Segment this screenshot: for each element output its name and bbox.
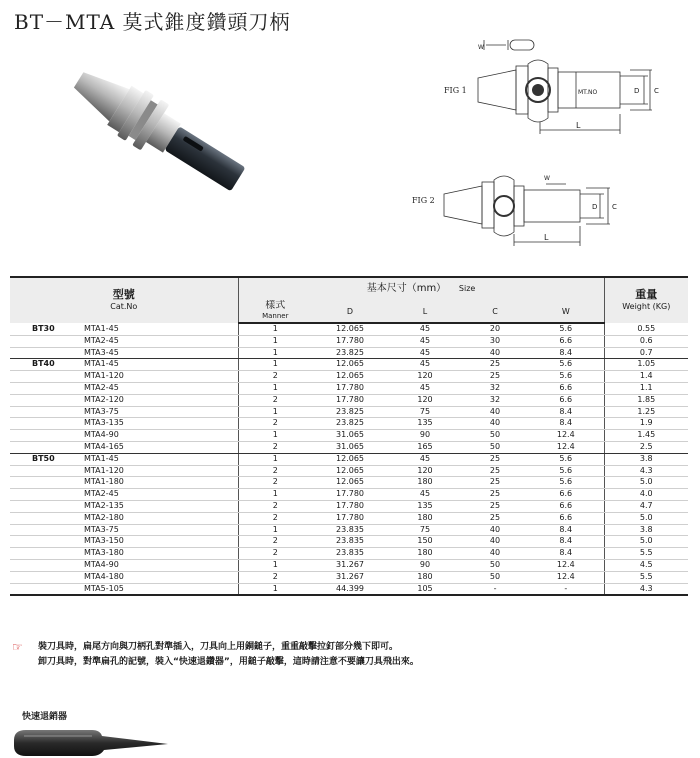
d-cell: 17.780 <box>312 335 388 347</box>
l-cell: 105 <box>388 583 462 595</box>
w-cell: 12.4 <box>528 571 604 583</box>
w-cell: 5.6 <box>528 323 604 335</box>
group-name-cell <box>10 371 72 383</box>
manner-cell: 2 <box>238 441 312 453</box>
header-model: 型號 Cat.No <box>10 277 238 323</box>
spec-table <box>10 276 688 596</box>
c-cell: 25 <box>462 489 528 501</box>
weight-cell: 1.9 <box>604 418 688 430</box>
w-cell: 6.6 <box>528 512 604 524</box>
manner-cell: 1 <box>238 347 312 359</box>
l-cell: 180 <box>388 548 462 560</box>
c-cell: 40 <box>462 418 528 430</box>
table-row <box>10 500 688 512</box>
table-row <box>10 548 688 560</box>
d-cell: 12.065 <box>312 371 388 383</box>
weight-cell: 4.3 <box>604 465 688 477</box>
manner-cell: 1 <box>238 559 312 571</box>
d-cell: 23.825 <box>312 406 388 418</box>
l-cell: 90 <box>388 430 462 442</box>
manner-cell: 1 <box>238 335 312 347</box>
w-cell: 8.4 <box>528 536 604 548</box>
d-cell: 12.065 <box>312 453 388 465</box>
l-cell: 75 <box>388 406 462 418</box>
drift-tool-image <box>12 726 172 758</box>
group-name-cell <box>10 394 72 406</box>
w-cell: 8.4 <box>528 548 604 560</box>
weight-cell: 3.8 <box>604 524 688 536</box>
w-cell: 8.4 <box>528 524 604 536</box>
c-cell: - <box>462 583 528 595</box>
group-name-cell <box>10 406 72 418</box>
fig2-diagram <box>436 158 636 258</box>
l-cell: 90 <box>388 559 462 571</box>
manner-cell: 2 <box>238 512 312 524</box>
d-cell: 17.780 <box>312 512 388 524</box>
l-cell: 150 <box>388 536 462 548</box>
c-cell: 30 <box>462 335 528 347</box>
cat-no-cell: MTA4-90 <box>72 430 238 442</box>
header-l: L <box>388 300 462 323</box>
group-name-cell <box>10 536 72 548</box>
c-cell: 50 <box>462 571 528 583</box>
fig2-label: FIG 2 <box>412 196 435 205</box>
cat-no-cell: MTA4-165 <box>72 441 238 453</box>
c-cell: 25 <box>462 453 528 465</box>
l-cell: 135 <box>388 500 462 512</box>
d-cell: 12.065 <box>312 323 388 335</box>
c-cell: 25 <box>462 500 528 512</box>
l-cell: 45 <box>388 453 462 465</box>
d-cell: 17.780 <box>312 500 388 512</box>
l-cell: 45 <box>388 323 462 335</box>
weight-cell: 0.55 <box>604 323 688 335</box>
w-cell: - <box>528 583 604 595</box>
d-cell: 12.065 <box>312 359 388 371</box>
cat-no-cell: MTA2-45 <box>72 335 238 347</box>
c-cell: 40 <box>462 406 528 418</box>
w-cell: 6.6 <box>528 382 604 394</box>
header-w: W <box>528 300 604 323</box>
l-cell: 45 <box>388 489 462 501</box>
l-cell: 180 <box>388 477 462 489</box>
group-name-cell <box>10 559 72 571</box>
d-cell: 17.780 <box>312 489 388 501</box>
group-name-cell <box>10 465 72 477</box>
weight-cell: 5.5 <box>604 548 688 560</box>
usage-notes <box>12 640 419 670</box>
fig1-dim-d: D <box>634 87 640 95</box>
d-cell: 23.835 <box>312 548 388 560</box>
w-cell: 12.4 <box>528 441 604 453</box>
d-cell: 31.267 <box>312 559 388 571</box>
group-name-cell <box>10 441 72 453</box>
weight-cell: 5.0 <box>604 477 688 489</box>
manner-cell: 2 <box>238 548 312 560</box>
group-name-cell <box>10 500 72 512</box>
table-row <box>10 430 688 442</box>
fig2-dim-c: C <box>612 203 617 211</box>
weight-cell: 5.0 <box>604 536 688 548</box>
fig1-dim-c: C <box>654 87 659 95</box>
manner-cell: 2 <box>238 371 312 383</box>
weight-cell: 2.5 <box>604 441 688 453</box>
manner-cell: 1 <box>238 323 312 335</box>
table-row <box>10 382 688 394</box>
cat-no-cell: MTA2-45 <box>72 489 238 501</box>
manner-cell: 2 <box>238 571 312 583</box>
cat-no-cell: MTA5-105 <box>72 583 238 595</box>
table-row <box>10 335 688 347</box>
cat-no-cell: MTA1-45 <box>72 453 238 465</box>
cat-no-cell: MTA3-75 <box>72 406 238 418</box>
c-cell: 25 <box>462 512 528 524</box>
c-cell: 32 <box>462 382 528 394</box>
l-cell: 120 <box>388 371 462 383</box>
group-name-cell: BT50 <box>10 453 72 465</box>
fig1-dim-l: L <box>576 121 581 130</box>
d-cell: 12.065 <box>312 477 388 489</box>
weight-cell: 1.1 <box>604 382 688 394</box>
weight-cell: 1.85 <box>604 394 688 406</box>
l-cell: 45 <box>388 359 462 371</box>
c-cell: 50 <box>462 441 528 453</box>
c-cell: 25 <box>462 359 528 371</box>
group-name-cell <box>10 418 72 430</box>
cat-no-cell: MTA4-90 <box>72 559 238 571</box>
table-row <box>10 347 688 359</box>
d-cell: 23.835 <box>312 524 388 536</box>
manner-cell: 1 <box>238 382 312 394</box>
c-cell: 20 <box>462 323 528 335</box>
d-cell: 12.065 <box>312 465 388 477</box>
fig2-dim-l: L <box>544 233 549 242</box>
fig1-label: FIG 1 <box>444 86 467 95</box>
cat-no-cell: MTA2-45 <box>72 382 238 394</box>
table-row <box>10 465 688 477</box>
weight-cell: 3.8 <box>604 453 688 465</box>
cat-no-cell: MTA2-120 <box>72 394 238 406</box>
c-cell: 40 <box>462 347 528 359</box>
d-cell: 44.399 <box>312 583 388 595</box>
w-cell: 8.4 <box>528 406 604 418</box>
table-row <box>10 489 688 501</box>
w-cell: 6.6 <box>528 335 604 347</box>
cat-no-cell: MTA3-150 <box>72 536 238 548</box>
l-cell: 120 <box>388 394 462 406</box>
manner-cell: 1 <box>238 583 312 595</box>
weight-cell: 0.6 <box>604 335 688 347</box>
c-cell: 40 <box>462 524 528 536</box>
d-cell: 23.825 <box>312 347 388 359</box>
group-name-cell <box>10 512 72 524</box>
l-cell: 180 <box>388 571 462 583</box>
manner-cell: 2 <box>238 394 312 406</box>
table-row <box>10 323 688 335</box>
group-name-cell <box>10 335 72 347</box>
c-cell: 32 <box>462 394 528 406</box>
group-name-cell <box>10 489 72 501</box>
note-line-1: ☞ 裝刀具時，扁尾方向與刀柄孔對準插入，刀具向上用銅鎚子，重重敲擊拉釘部分幾下即可。 <box>12 640 399 654</box>
manner-cell: 2 <box>238 477 312 489</box>
l-cell: 45 <box>388 382 462 394</box>
manner-cell: 1 <box>238 524 312 536</box>
cat-no-cell: MTA1-120 <box>72 371 238 383</box>
weight-cell: 4.5 <box>604 559 688 571</box>
toolholder-photo <box>60 62 250 212</box>
w-cell: 5.6 <box>528 359 604 371</box>
header-c: C <box>462 300 528 323</box>
w-cell: 8.4 <box>528 347 604 359</box>
table-row <box>10 536 688 548</box>
cat-no-cell: MTA2-135 <box>72 500 238 512</box>
weight-cell: 1.05 <box>604 359 688 371</box>
fig2-dim-d: D <box>592 203 598 211</box>
header-weight: 重量 Weight (KG) <box>604 277 688 323</box>
l-cell: 135 <box>388 418 462 430</box>
d-cell: 17.780 <box>312 394 388 406</box>
c-cell: 40 <box>462 548 528 560</box>
weight-cell: 5.5 <box>604 571 688 583</box>
table-row <box>10 441 688 453</box>
table-row <box>10 453 688 465</box>
l-cell: 45 <box>388 335 462 347</box>
cat-no-cell: MTA1-45 <box>72 323 238 335</box>
fig2-dim-w: W <box>544 175 550 182</box>
drift-tool-label: 快速退銷器 <box>22 712 68 722</box>
header-d: D <box>312 300 388 323</box>
c-cell: 50 <box>462 559 528 571</box>
w-cell: 5.6 <box>528 453 604 465</box>
fig1-mt-label: MT.NO <box>578 89 598 96</box>
weight-cell: 4.7 <box>604 500 688 512</box>
weight-cell: 5.0 <box>604 512 688 524</box>
weight-cell: 1.45 <box>604 430 688 442</box>
group-name-cell: BT30 <box>10 323 72 335</box>
fig1-dim-w: W <box>478 44 484 51</box>
group-name-cell <box>10 524 72 536</box>
w-cell: 12.4 <box>528 430 604 442</box>
cat-no-cell: MTA1-45 <box>72 359 238 371</box>
group-name-cell <box>10 571 72 583</box>
l-cell: 180 <box>388 512 462 524</box>
fig1-diagram <box>470 34 670 144</box>
group-name-cell <box>10 382 72 394</box>
group-name-cell <box>10 583 72 595</box>
table-row <box>10 359 688 371</box>
manner-cell: 1 <box>238 489 312 501</box>
d-cell: 31.065 <box>312 430 388 442</box>
manner-cell: 2 <box>238 465 312 477</box>
w-cell: 5.6 <box>528 465 604 477</box>
group-name-cell <box>10 347 72 359</box>
cat-no-cell: MTA2-180 <box>72 512 238 524</box>
cat-no-cell: MTA3-180 <box>72 548 238 560</box>
header-basic-size: 基本尺寸（mm） Size <box>238 277 604 300</box>
pointing-hand-icon: ☞ <box>12 640 23 654</box>
table-row <box>10 571 688 583</box>
group-name-cell <box>10 548 72 560</box>
cat-no-cell: MTA3-75 <box>72 524 238 536</box>
d-cell: 17.780 <box>312 382 388 394</box>
w-cell: 6.6 <box>528 500 604 512</box>
cat-no-cell: MTA3-45 <box>72 347 238 359</box>
w-cell: 8.4 <box>528 418 604 430</box>
cat-no-cell: MTA1-180 <box>72 477 238 489</box>
header-manner: 樣式 Manner <box>238 300 312 323</box>
weight-cell: 4.3 <box>604 583 688 595</box>
l-cell: 45 <box>388 347 462 359</box>
d-cell: 31.065 <box>312 441 388 453</box>
manner-cell: 1 <box>238 430 312 442</box>
spec-table-body <box>10 323 688 595</box>
manner-cell: 2 <box>238 418 312 430</box>
cat-no-cell: MTA1-120 <box>72 465 238 477</box>
c-cell: 50 <box>462 430 528 442</box>
c-cell: 40 <box>462 536 528 548</box>
table-row <box>10 512 688 524</box>
table-row <box>10 477 688 489</box>
group-name-cell: BT40 <box>10 359 72 371</box>
l-cell: 165 <box>388 441 462 453</box>
cat-no-cell: MTA3-135 <box>72 418 238 430</box>
w-cell: 12.4 <box>528 559 604 571</box>
weight-cell: 1.4 <box>604 371 688 383</box>
table-row <box>10 524 688 536</box>
table-row <box>10 394 688 406</box>
l-cell: 75 <box>388 524 462 536</box>
w-cell: 6.6 <box>528 489 604 501</box>
weight-cell: 0.7 <box>604 347 688 359</box>
table-row <box>10 371 688 383</box>
w-cell: 5.6 <box>528 371 604 383</box>
table-row <box>10 406 688 418</box>
cat-no-cell: MTA4-180 <box>72 571 238 583</box>
table-row <box>10 418 688 430</box>
manner-cell: 1 <box>238 406 312 418</box>
weight-cell: 4.0 <box>604 489 688 501</box>
c-cell: 25 <box>462 371 528 383</box>
group-name-cell <box>10 477 72 489</box>
page-title: BT－MTA 莫式錐度鑽頭刀柄 <box>14 10 291 34</box>
table-row <box>10 583 688 595</box>
manner-cell: 1 <box>238 359 312 371</box>
w-cell: 5.6 <box>528 477 604 489</box>
manner-cell: 2 <box>238 500 312 512</box>
note-line-2: 卸刀具時，對準扁孔的記號，裝入“快速退鑽器”，用鎚子敲擊，這時請注意不要讓刀具飛出來。 <box>38 657 419 667</box>
c-cell: 25 <box>462 477 528 489</box>
manner-cell: 1 <box>238 453 312 465</box>
c-cell: 25 <box>462 465 528 477</box>
table-row <box>10 559 688 571</box>
manner-cell: 2 <box>238 536 312 548</box>
l-cell: 120 <box>388 465 462 477</box>
d-cell: 31.267 <box>312 571 388 583</box>
weight-cell: 1.25 <box>604 406 688 418</box>
d-cell: 23.835 <box>312 536 388 548</box>
group-name-cell <box>10 430 72 442</box>
d-cell: 23.825 <box>312 418 388 430</box>
w-cell: 6.6 <box>528 394 604 406</box>
